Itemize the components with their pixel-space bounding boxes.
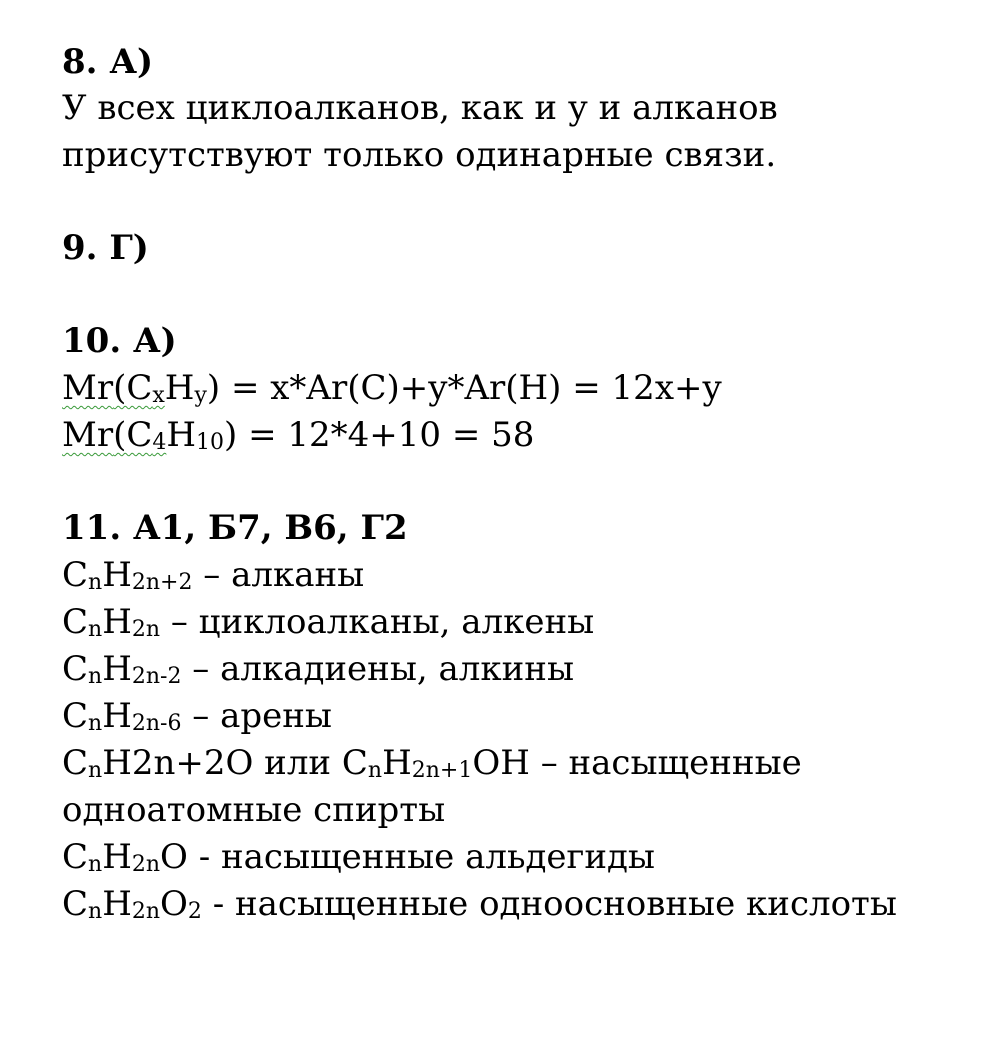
formula-row-alkadienes: CnH2n-2 – алкадиены, алкины [62, 649, 575, 689]
q8-explanation-line-2: присутствуют только одинарные связи. [62, 135, 777, 175]
mr-symbol: Mr(Cx [62, 368, 165, 408]
mr-symbol: Mr(C4 [62, 415, 167, 455]
q8-explanation-line-1: У всех циклоалканов, как и у и алканов [62, 88, 778, 128]
formula-row-arenes: CnH2n-6 – арены [62, 696, 332, 736]
q10-formula-1: Mr(CxHy) = x*Ar(C)+y*Ar(H) = 12x+y [62, 368, 722, 408]
q8-answer: 8. А) [62, 42, 154, 82]
formula-row-cycloalkanes: CnH2n – циклоалканы, алкены [62, 602, 595, 642]
formula-row-alkanes: CnH2n+2 – алканы [62, 555, 365, 595]
q9-answer: 9. Г) [62, 228, 149, 268]
q10-answer: 10. А) [62, 321, 177, 361]
formula-row-aldehydes: CnH2nO - насыщенные альдегиды [62, 837, 655, 877]
formula-row-acids: CnH2nO2 - насыщенные одноосновные кислоты [62, 884, 897, 924]
formula-row-alcohols-cont: одноатомные спирты [62, 790, 446, 830]
formula-row-alcohols: CnH2n+2O или CnH2n+1OH – насыщенные [62, 743, 802, 783]
q10-formula-2: Mr(C4H10) = 12*4+10 = 58 [62, 415, 535, 455]
q11-answer: 11. А1, Б7, В6, Г2 [62, 508, 408, 548]
